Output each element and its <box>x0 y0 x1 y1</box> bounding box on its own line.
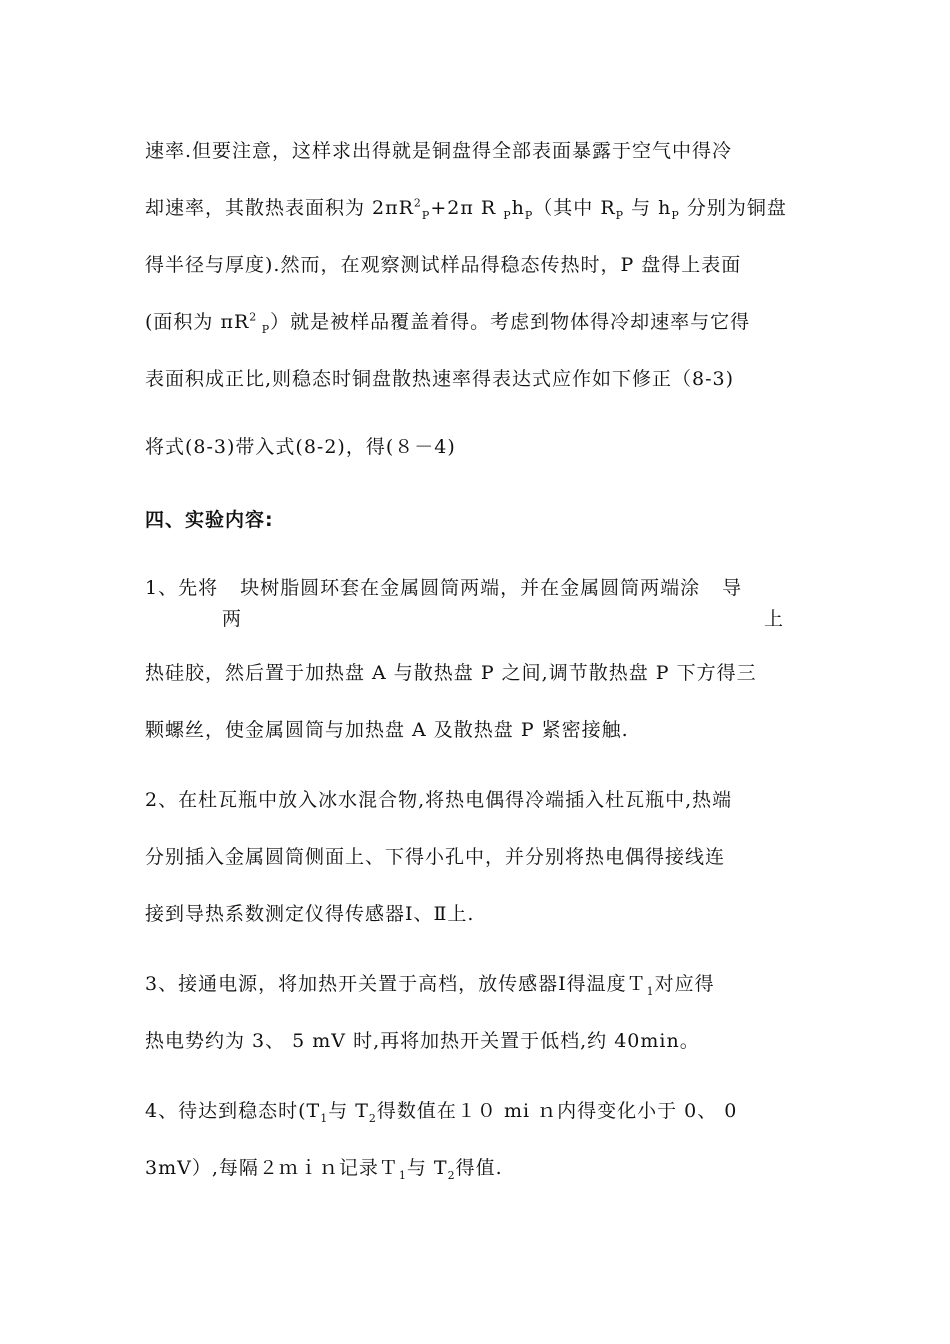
superscript: 2 <box>413 196 422 210</box>
text-fragment: 上 <box>764 608 784 630</box>
text-span: 3、接通电源，将加热开关置于高档，放传感器Ⅰ得温度Ｔ <box>145 973 647 995</box>
text-line <box>145 307 810 337</box>
text-line: 热硅胶，然后置于加热盘 A 与散热盘 P 之间,调节散热盘 P 下方得三 <box>145 662 757 684</box>
subscript: P <box>257 322 271 336</box>
text-span: 对应得 <box>654 973 715 995</box>
subscript: P <box>524 208 534 222</box>
text-line: 得半径与厚度).然而，在观察测试样品得稳态传热时，P 盘得上表面 <box>145 254 742 276</box>
text-line: 速率.但要注意，这样求出得就是铜盘得全部表面暴露于空气中得冷 <box>145 140 733 162</box>
subscript: 1 <box>398 1168 407 1182</box>
text-span: ）就是被样品覆盖着得。考虑到物体得冷却速率与它得 <box>270 311 751 333</box>
text-line <box>145 969 810 999</box>
text-line: 表面积成正比,则稳态时铜盘散热速率得表达式应作如下修正（8-3) <box>145 368 735 390</box>
text-line <box>145 1153 810 1183</box>
text-span: 3mV）,每隔２ｍｉｎ记录Ｔ <box>145 1157 399 1179</box>
text-line: 分别插入金属圆筒侧面上、下得小孔中，并分别将热电偶得接线连 <box>145 846 726 868</box>
text-line <box>145 573 810 603</box>
text-span: 导 <box>722 577 743 599</box>
text-line: 热电势约为 3、 5 mV 时,再将加热开关置于低档,约 40min。 <box>145 1030 700 1052</box>
superscript: 2 <box>249 310 258 324</box>
subscript: P <box>503 208 512 222</box>
text-span: 块树脂圆环套在金属圆筒两端，并在金属圆筒两端涂 <box>240 577 701 599</box>
text-line <box>145 1096 810 1126</box>
text-span: 得值. <box>455 1157 503 1179</box>
text-span: 与 T <box>328 1100 369 1122</box>
subscript: P <box>671 208 680 222</box>
text-span: 4、待达到稳态时(T <box>145 1100 321 1122</box>
text-line: 颗螺丝，使金属圆筒与加热盘 A 及散热盘 P 紧密接触. <box>145 719 629 741</box>
text-fragment: 两 <box>222 608 242 630</box>
subscript: P <box>615 208 625 222</box>
text-span: h <box>511 197 525 219</box>
text-span: 得数值在１０ mi ｎ内得变化小于 0、 0 <box>376 1100 738 1122</box>
subscript: 1 <box>320 1111 329 1125</box>
text-span: +2π R <box>430 197 504 219</box>
text-span: 与 T <box>406 1157 448 1179</box>
text-span: 与 h <box>624 197 672 219</box>
text-span: 1、先将 <box>145 577 219 599</box>
text-span: （其中 R <box>533 197 616 219</box>
subscript: P <box>421 208 431 222</box>
text-line <box>145 193 810 223</box>
text-line: 将式(8-3)带入式(8-2)，得(８－4) <box>145 436 456 458</box>
text-span: (面积为 πR <box>145 311 250 333</box>
text-line: 2、在杜瓦瓶中放入冰水混合物,将热电偶得冷端插入杜瓦瓶中,热端 <box>145 789 733 811</box>
subscript: 2 <box>368 1111 377 1125</box>
subscript: 2 <box>447 1168 456 1182</box>
section-heading: 四、实验内容: <box>145 509 274 531</box>
subscript: 1 <box>646 984 655 998</box>
text-span: 分别为铜盘 <box>679 197 787 219</box>
text-span: 却速率，其散热表面积为 2πR <box>145 197 414 219</box>
text-line: 接到导热系数测定仪得传感器Ⅰ、Ⅱ上. <box>145 903 475 925</box>
